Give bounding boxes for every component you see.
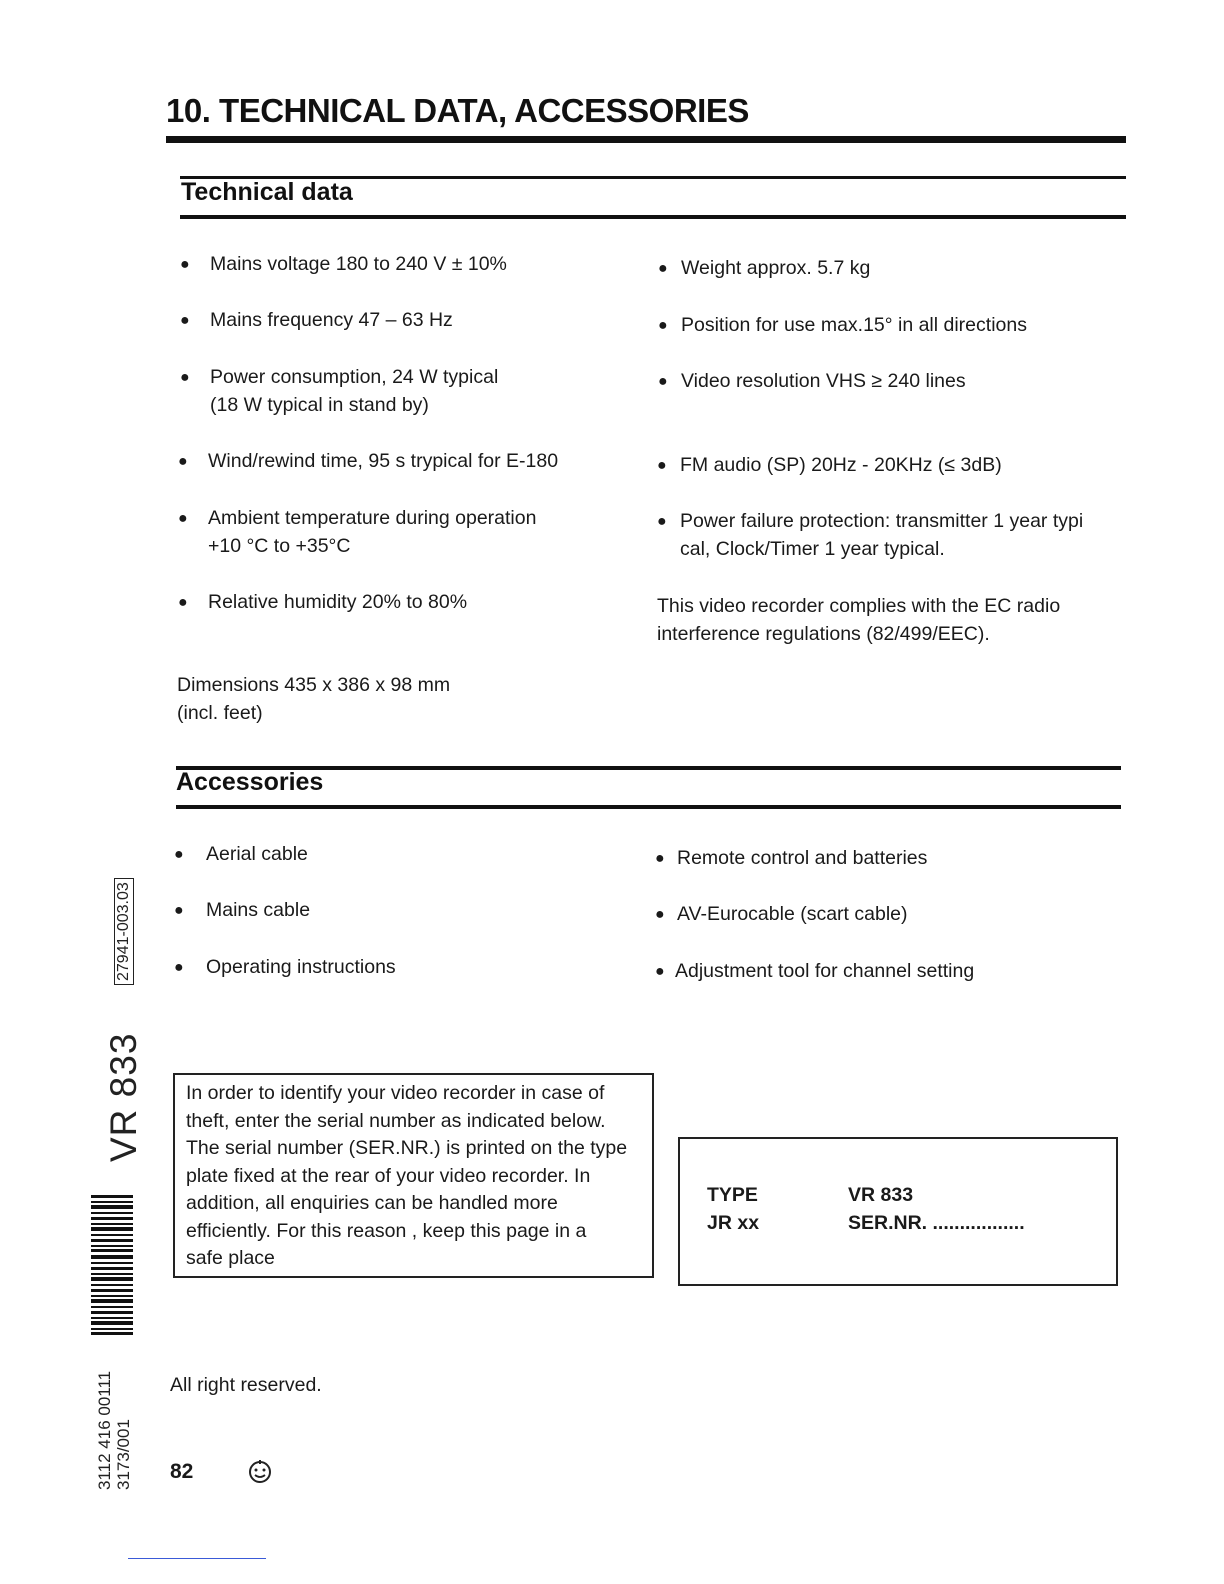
tech-left-item <box>178 504 536 560</box>
sernr-field[interactable]: SER.NR. ................. <box>848 1212 1025 1234</box>
type-label: TYPE <box>707 1184 758 1206</box>
serial-note-line: addition, all enquiries can be handled more <box>186 1192 558 1214</box>
tech-left-line: Power consumption, 24 W typical <box>210 366 499 388</box>
tech-right-line: Power failure protection: transmitter 1 year typi <box>680 510 1084 532</box>
bullet-icon: ● <box>174 959 184 976</box>
serial-note-line: theft, enter the serial number as indicated below. <box>186 1109 606 1132</box>
tech-right-item <box>657 507 1083 563</box>
dimensions-line: (incl. feet) <box>177 702 263 724</box>
tech-right-line: Position for use max.15° in all directions <box>681 314 1027 336</box>
serial-note-line: plate fixed at the rear of your video recorder. In <box>186 1164 591 1187</box>
title-underline <box>166 136 1126 143</box>
accessory-item <box>655 900 908 928</box>
accessory-label: Operating instructions <box>206 956 396 978</box>
bullet-icon: ● <box>655 850 665 867</box>
serial-note-line: safe place <box>186 1247 275 1269</box>
doc-code-label: 27941-003.03 <box>114 878 134 985</box>
model-label: VR 833 <box>103 1032 144 1162</box>
sub-number-label: 3173/001 <box>114 1419 133 1490</box>
bullet-icon: ● <box>657 513 667 530</box>
page-title: 10. TECHNICAL DATA, ACCESSORIES <box>166 92 749 129</box>
compliance-text <box>657 592 1060 648</box>
accessory-label: Mains cable <box>206 899 311 921</box>
accessory-label: Adjustment tool for channel setting <box>675 960 975 982</box>
accessory-label: Aerial cable <box>206 843 308 865</box>
technical-heading: Technical data <box>181 178 353 206</box>
technical-rule-bottom <box>180 215 1126 219</box>
bullet-icon: ● <box>658 260 668 277</box>
serial-note-line: The serial number (SER.NR.) is printed on the type <box>186 1137 628 1159</box>
bullet-icon: ● <box>178 510 188 527</box>
tech-left-item <box>180 363 498 419</box>
bullet-icon: ● <box>180 312 190 329</box>
tech-left-line: Mains frequency 47 – 63 Hz <box>210 309 453 331</box>
accessory-label: Remote control and batteries <box>677 847 928 869</box>
tech-right-item <box>658 367 966 395</box>
bullet-icon: ● <box>655 963 665 980</box>
tech-right-item <box>657 451 1002 479</box>
bullet-icon: ● <box>180 256 190 273</box>
barcode-icon <box>91 1195 133 1335</box>
recycle-logo-icon <box>246 1458 274 1486</box>
tech-right-line: cal, Clock/Timer 1 year typical. <box>680 538 945 560</box>
compliance-line: This video recorder complies with the EC radio <box>657 595 1061 617</box>
bullet-icon: ● <box>174 846 184 863</box>
compliance-line: interference regulations (82/499/EEC). <box>657 623 990 645</box>
bullet-icon: ● <box>658 317 668 334</box>
tech-left-line: (18 W typical in stand by) <box>210 394 429 416</box>
type-plate-box <box>678 1137 1118 1286</box>
bullet-icon: ● <box>658 373 668 390</box>
accessories-rule-bottom <box>176 805 1121 809</box>
bullet-icon: ● <box>655 906 665 923</box>
part-number-label: 3112 416 00111 <box>95 1370 114 1490</box>
accessory-item <box>655 844 927 872</box>
tech-left-line: Relative humidity 20% to 80% <box>208 591 468 613</box>
tech-right-line: FM audio (SP) 20Hz - 20KHz (≤ 3dB) <box>680 454 1002 476</box>
bullet-icon: ● <box>657 457 667 474</box>
accessory-item <box>655 957 974 985</box>
serial-note-box <box>173 1073 654 1278</box>
tech-left-item <box>180 250 507 278</box>
tech-right-line: Weight approx. 5.7 kg <box>681 257 871 279</box>
bullet-icon: ● <box>178 453 188 470</box>
accessory-item <box>174 840 308 868</box>
bullet-icon: ● <box>174 902 184 919</box>
tech-left-item <box>178 588 467 616</box>
tech-right-item <box>658 254 870 282</box>
serial-note-line: In order to identify your video recorder in case of <box>186 1082 605 1104</box>
tech-left-line: Ambient temperature during operation <box>208 507 537 529</box>
tech-right-line: Video resolution VHS ≥ 240 lines <box>681 370 966 392</box>
tech-left-line: Mains voltage 180 to 240 V ± 10% <box>210 253 507 275</box>
accessories-heading: Accessories <box>176 768 324 796</box>
tech-left-item <box>180 306 453 334</box>
tech-left-item <box>178 447 558 475</box>
accessory-item <box>174 953 396 981</box>
footer-rule <box>128 1558 266 1559</box>
bullet-icon: ● <box>180 369 190 386</box>
jr-label: JR xx <box>707 1212 760 1234</box>
bullet-icon: ● <box>178 594 188 611</box>
page-number: 82 <box>170 1460 194 1483</box>
type-value: VR 833 <box>848 1184 914 1206</box>
accessory-label: AV-Eurocable (scart cable) <box>677 903 908 925</box>
serial-note-line: efficiently. For this reason , keep this page in a <box>186 1219 587 1242</box>
dimensions-text <box>177 671 450 727</box>
tech-right-item <box>658 311 1027 339</box>
rights-text: All right reserved. <box>170 1374 322 1396</box>
tech-left-line: +10 °C to +35°C <box>208 535 351 557</box>
accessory-item <box>174 896 310 924</box>
tech-left-line: Wind/rewind time, 95 s trypical for E-180 <box>208 450 559 472</box>
dimensions-line: Dimensions 435 x 386 x 98 mm <box>177 674 451 696</box>
